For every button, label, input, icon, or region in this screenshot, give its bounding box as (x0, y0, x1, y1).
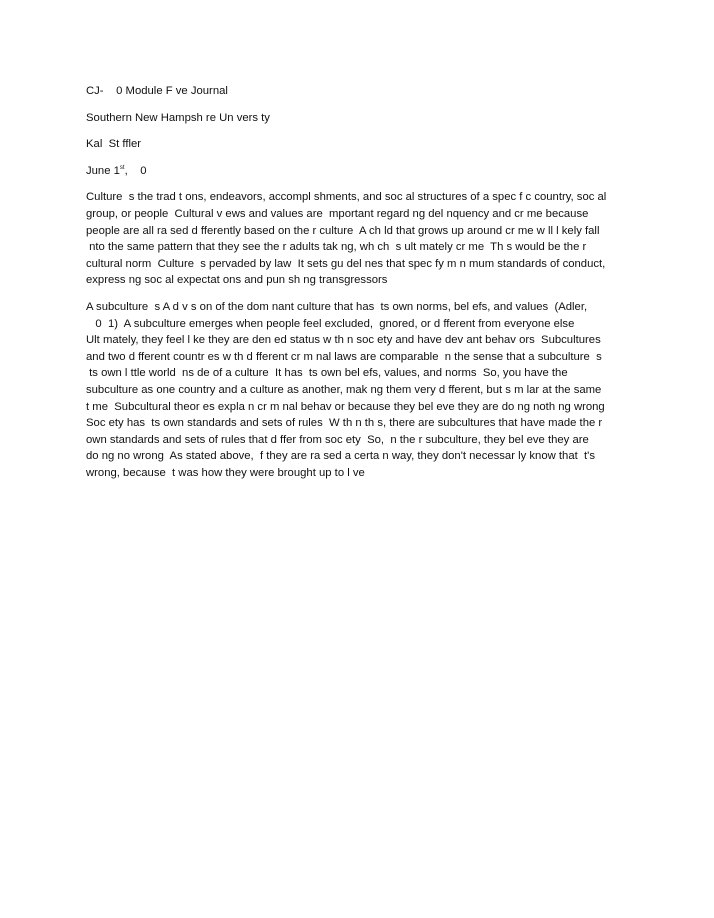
paragraph-line: Soc ety has ts own standards and sets of rules W th n th s, there are subcultures that have made the r (86, 417, 603, 430)
paragraph-line: and two d fferent countr es w th d fferent cr m nal laws are comparable n the sense that a subculture s (86, 350, 602, 363)
paragraph-line: people are all ra sed d fferently based on the r culture A ch ld that grows up around cr me w ll l kely fall (86, 224, 600, 237)
paragraph-line: subculture as one country and a culture as another, mak ng them very d fferent, but s m lar at the same (86, 383, 602, 396)
document-date (86, 163, 634, 180)
course-title: CJ- 0 Module F ve Journal (86, 85, 228, 97)
paragraph-line: Culture s the trad t ons, endeavors, accompl shments, and soc al structures of a spec f c country, soc al (86, 191, 607, 204)
paragraph-line: do ng no wrong As stated above, f they are ra sed a certa n way, they don't necessar ly know that t's (86, 450, 595, 463)
paragraph-line: ts own l ttle world ns de of a culture It has ts own bel efs, values, and norms So, you have the (86, 367, 568, 380)
paragraph-line: 0 1) A subculture emerges when people feel excluded, gnored, or d fferent from everyone else (86, 317, 575, 330)
paragraph-line: cultural norm Culture s pervaded by law It sets gu del nes that spec fy m n mum standards of conduct, (86, 257, 606, 270)
paragraph-line: own standards and sets of rules that d ffer from soc ety So, n the r subculture, they bel eve they are (86, 433, 589, 446)
paragraph-subculture (86, 299, 634, 482)
university-name: Southern New Hampsh re Un vers ty (86, 111, 270, 124)
paragraph-line: group, or people Cultural v ews and values are mportant regard ng del nquency and cr me because (86, 207, 589, 220)
paragraph-culture (86, 189, 634, 289)
date-rest: , 0 (124, 164, 147, 177)
document-body (86, 83, 634, 491)
paragraph-line: A subculture s A d v s on of the dom nant culture that has ts own norms, bel efs, and values (Adler, (86, 300, 588, 313)
date-ordinal-suffix: st (119, 165, 125, 172)
paragraph-line: nto the same pattern that they see the r adults tak ng, wh ch s ult mately cr me Th s would be the r (86, 241, 587, 254)
paragraph-line: express ng soc al expectat ons and pun sh ng transgressors (86, 274, 388, 287)
date-main: June 1 (86, 164, 120, 177)
paragraph-line: Ult mately, they feel l ke they are den ed status w th n soc ety and have dev ant behav ors Subcultures (86, 334, 601, 347)
paragraph-line: t me Subcultural theor es expla n cr m nal behav or because they bel eve they are do ng noth ng wrong (86, 400, 605, 413)
paragraph-line: wrong, because t was how they were brought up to l ve (86, 466, 365, 479)
author-name: Kal St ffler (86, 138, 142, 151)
